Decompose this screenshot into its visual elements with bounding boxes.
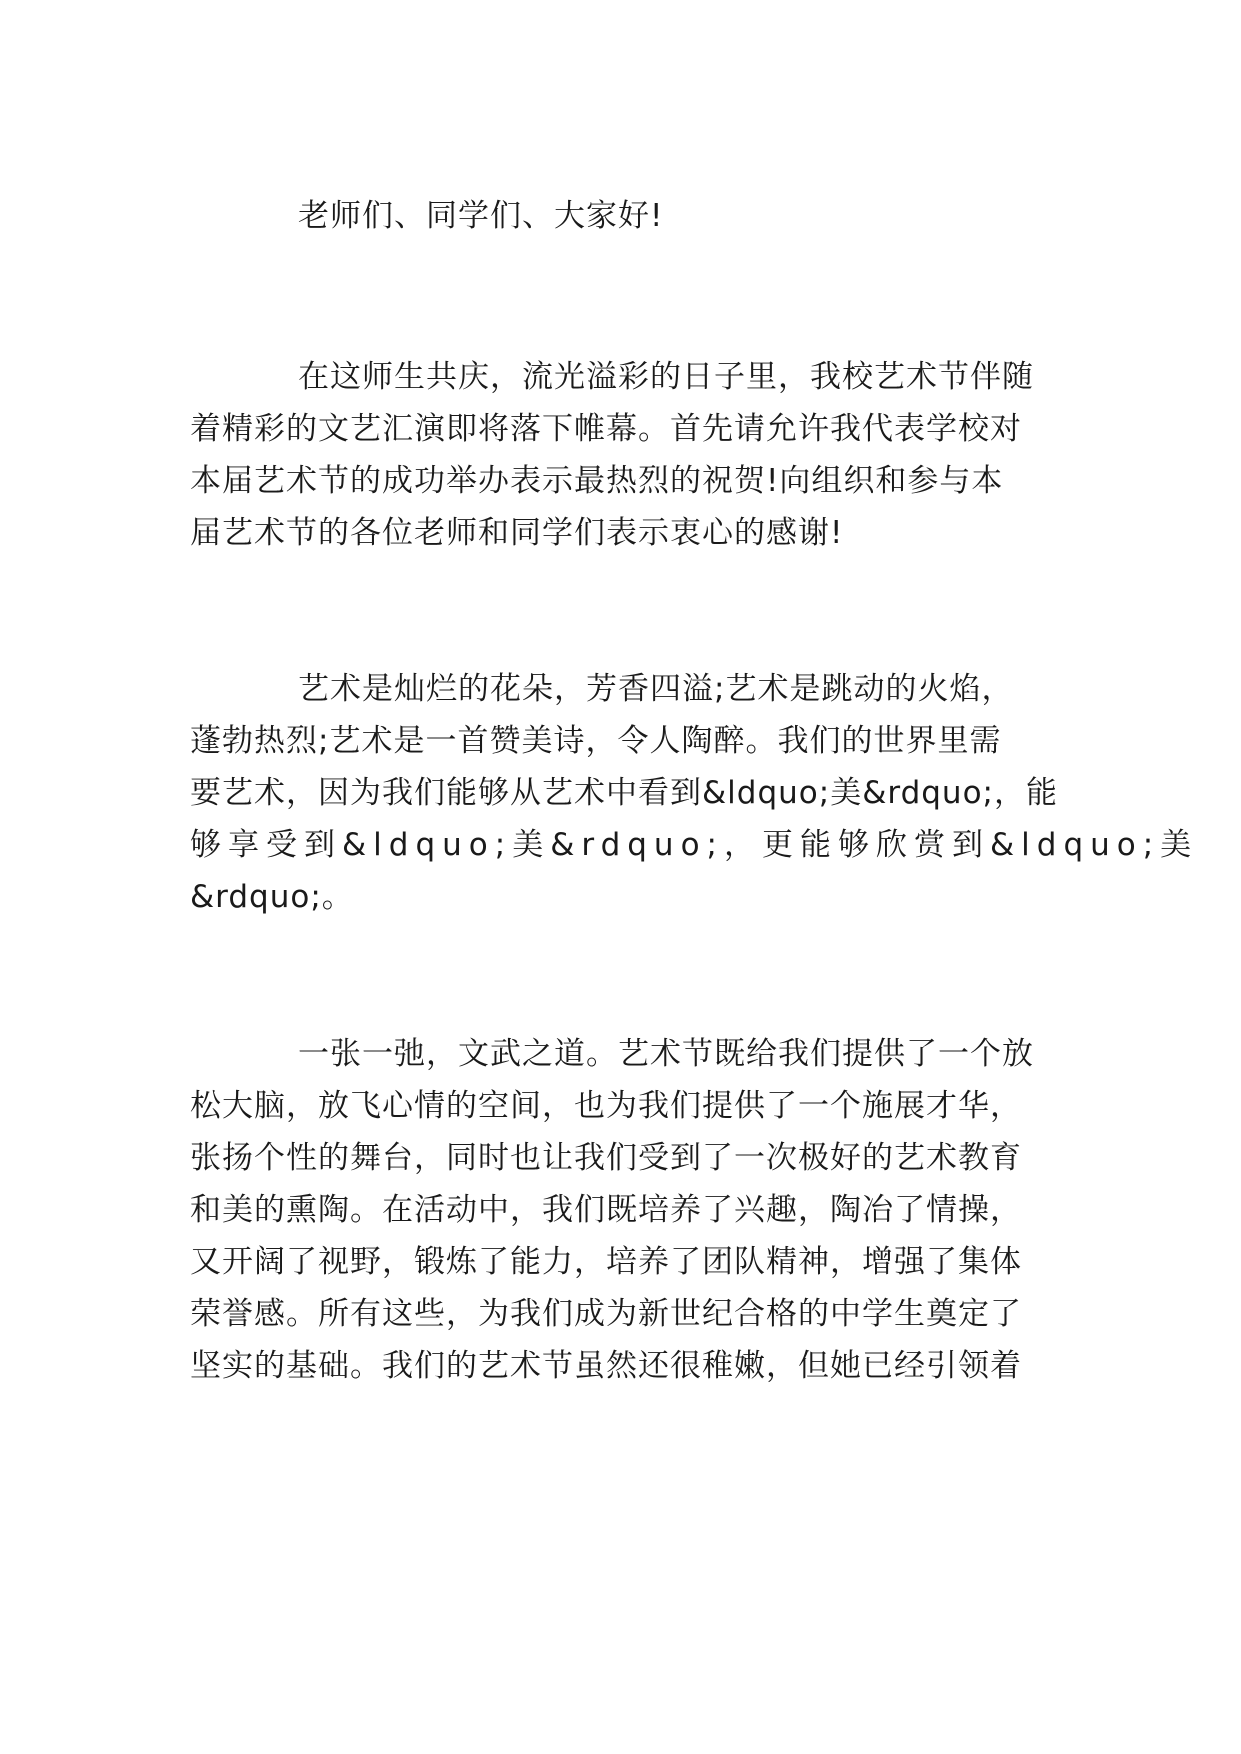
paragraph-3-line-7: 坚实的基础。我们的艺术节虽然还很稚嫩，但她已经引领着 bbox=[190, 1348, 1022, 1384]
paragraph-3-line-3: 张扬个性的舞台，同时也让我们受到了一次极好的艺术教育 bbox=[190, 1140, 1022, 1176]
paragraph-1-line-2: 着精彩的文艺汇演即将落下帷幕。首先请允许我代表学校对 bbox=[190, 411, 1022, 447]
paragraph-3-line-1: 一张一弛，文武之道。艺术节既给我们提供了一个放 bbox=[298, 1036, 1034, 1072]
paragraph-1-line-4: 届艺术节的各位老师和同学们表示衷心的感谢! bbox=[190, 515, 844, 551]
greeting-line: 老师们、同学们、大家好! bbox=[298, 198, 664, 234]
paragraph-3-line-6: 荣誉感。所有这些，为我们成为新世纪合格的中学生奠定了 bbox=[190, 1296, 1022, 1332]
paragraph-3-line-2: 松大脑，放飞心情的空间，也为我们提供了一个施展才华， bbox=[190, 1088, 1022, 1124]
paragraph-2-line-3: 要艺术，因为我们能够从艺术中看到&ldquo;美&rdquo;，能 bbox=[190, 775, 1058, 811]
paragraph-2-line-4: 够享受到&ldquo;美&rdquo;，更能够欣赏到&ldquo;美 bbox=[190, 827, 1199, 863]
paragraph-3-line-4: 和美的熏陶。在活动中，我们既培养了兴趣，陶冶了情操， bbox=[190, 1192, 1022, 1228]
paragraph-2-line-2: 蓬勃热烈;艺术是一首赞美诗，令人陶醉。我们的世界里需 bbox=[190, 723, 1002, 759]
paragraph-2-line-5: &rdquo;。 bbox=[190, 879, 354, 915]
paragraph-1-line-3: 本届艺术节的成功举办表示最热烈的祝贺!向组织和参与本 bbox=[190, 463, 1004, 499]
paragraph-2-line-1: 艺术是灿烂的花朵，芳香四溢;艺术是跳动的火焰， bbox=[298, 671, 1014, 707]
paragraph-3-line-5: 又开阔了视野，锻炼了能力，培养了团队精神，增强了集体 bbox=[190, 1244, 1022, 1280]
paragraph-1-line-1: 在这师生共庆，流光溢彩的日子里，我校艺术节伴随 bbox=[298, 359, 1034, 395]
